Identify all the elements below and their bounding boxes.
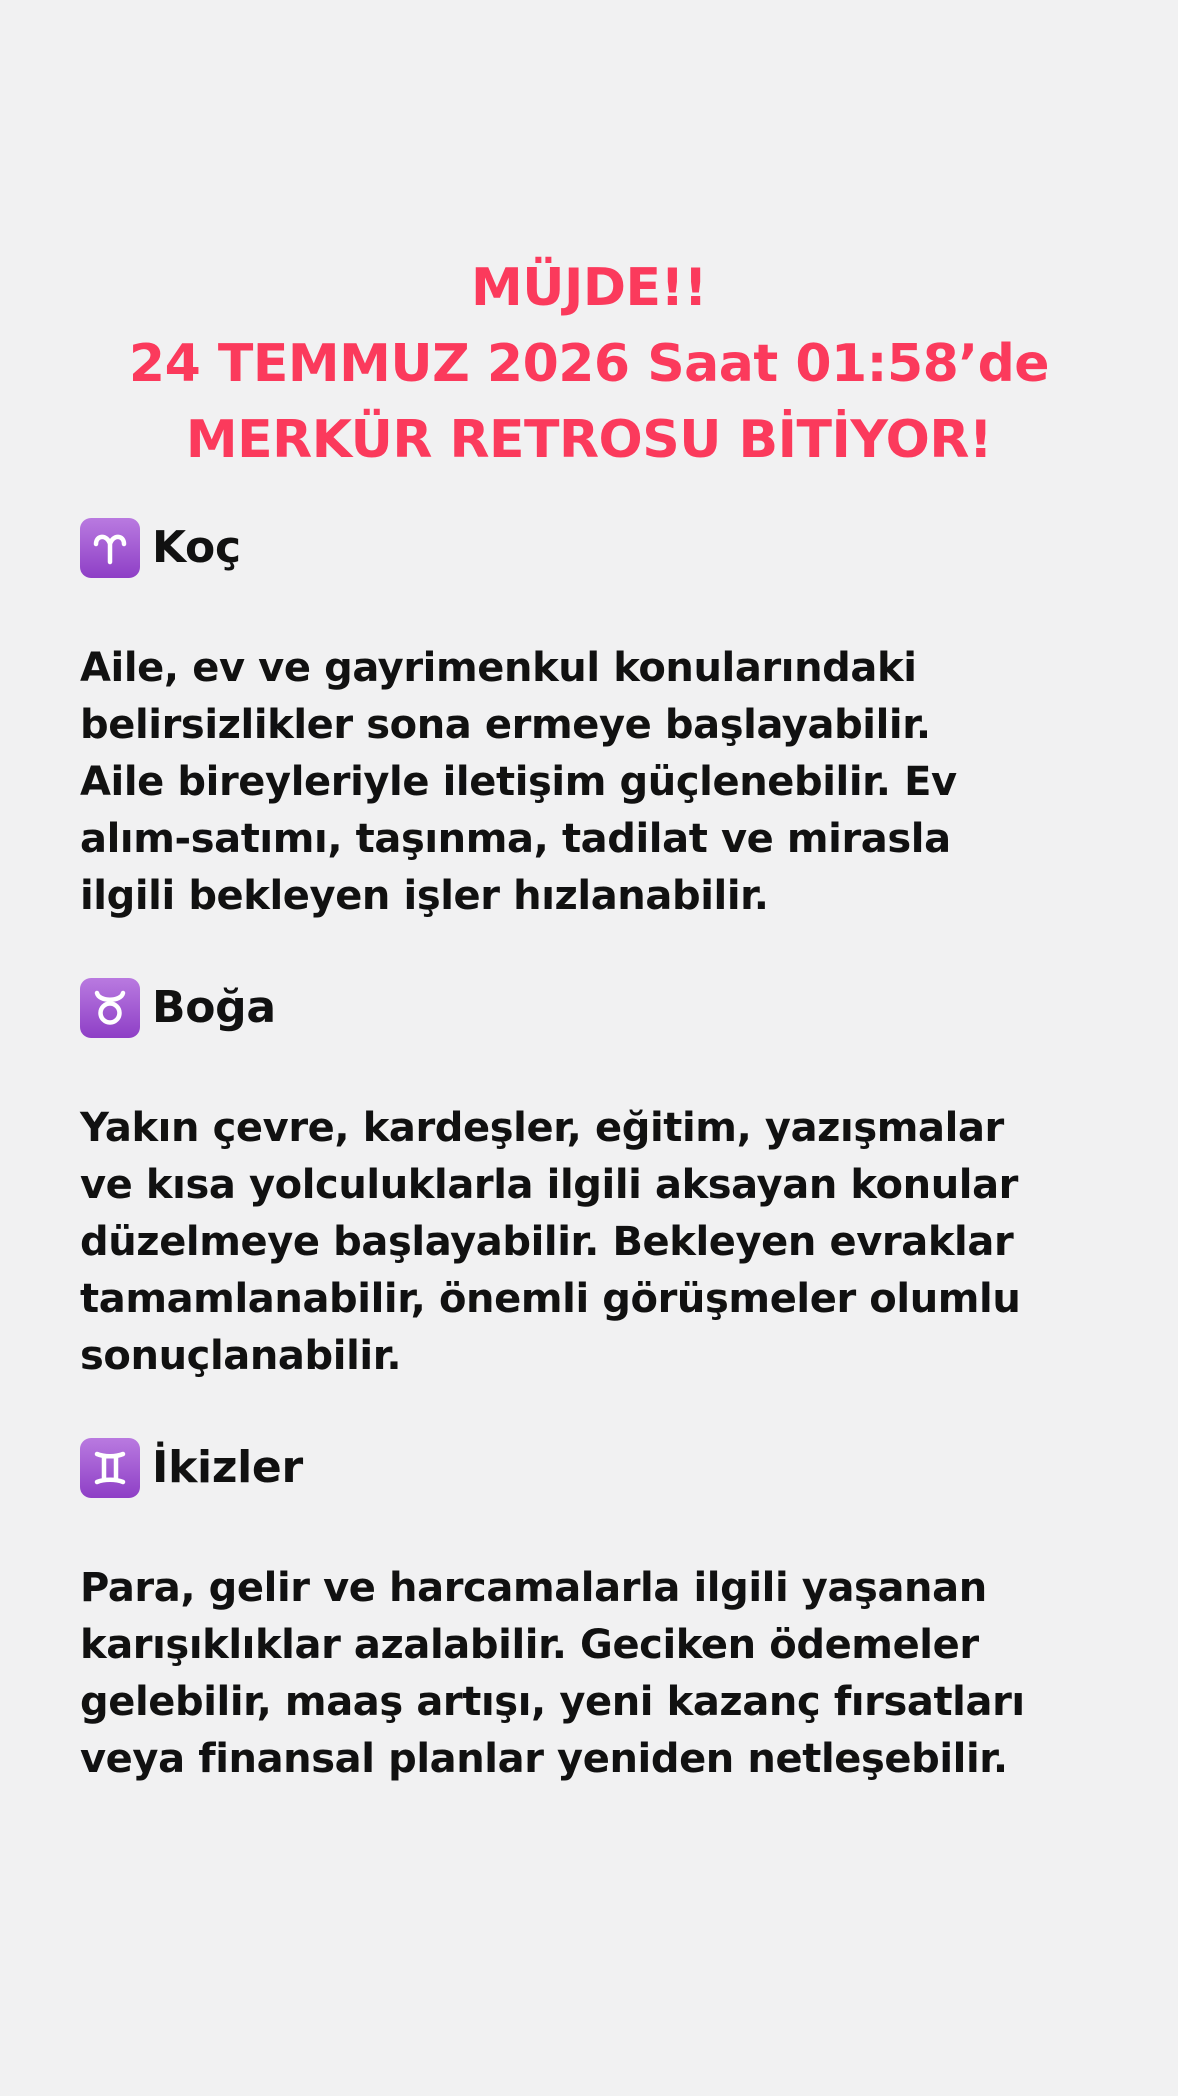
paragraph-line: Para, gelir ve harcamalarla ilgili yaşanan	[80, 1565, 987, 1611]
sign-name-ikizler: İkizler	[152, 1442, 303, 1493]
sign-heading-boga	[80, 978, 1120, 1038]
paragraph-line: tamamlanabilir, önemli görüşmeler olumlu	[80, 1276, 1021, 1322]
paragraph-line: ilgili bekleyen işler hızlanabilir.	[80, 873, 769, 919]
section-ikizler	[80, 1438, 1120, 1788]
paragraph-line: Aile bireyleriyle iletişim güçlenebilir. Ev	[80, 759, 957, 805]
sign-name-koc: Koç	[152, 522, 241, 573]
sign-name-boga: Boğa	[152, 982, 276, 1033]
aries-icon	[80, 518, 140, 578]
paragraph-line: gelebilir, maaş artışı, yeni kazanç fırsatları	[80, 1679, 1025, 1725]
headline-line-1: MÜJDE!!	[471, 258, 707, 318]
paragraph-ikizler	[80, 1560, 1120, 1788]
headline	[0, 250, 1178, 478]
paragraph-line: ve kısa yolculuklarla ilgili aksayan konular	[80, 1162, 1019, 1208]
paragraph-koc	[80, 640, 1120, 925]
paragraph-line: veya finansal planlar yeniden netleşebilir.	[80, 1736, 1008, 1782]
gemini-icon	[80, 1438, 140, 1498]
paragraph-line: sonuçlanabilir.	[80, 1333, 402, 1379]
paragraph-line: alım-satımı, taşınma, tadilat ve mirasla	[80, 816, 951, 862]
taurus-icon	[80, 978, 140, 1038]
section-boga	[80, 978, 1120, 1385]
paragraph-line: düzelmeye başlayabilir. Bekleyen evraklar	[80, 1219, 1014, 1265]
section-koc	[80, 518, 1120, 925]
headline-line-2: 24 TEMMUZ 2026 Saat 01:58’de	[128, 334, 1050, 394]
paragraph-line: belirsizlikler sona ermeye başlayabilir.	[80, 702, 931, 748]
paragraph-line: karışıklıklar azalabilir. Geciken ödemeler	[80, 1622, 979, 1668]
paragraph-line: Yakın çevre, kardeşler, eğitim, yazışmalar	[80, 1105, 1004, 1151]
paragraph-boga	[80, 1100, 1120, 1385]
paragraph-line: Aile, ev ve gayrimenkul konularındaki	[80, 645, 917, 691]
headline-line-3: MERKÜR RETROSU BİTİYOR!	[185, 410, 993, 470]
sign-heading-ikizler	[80, 1438, 1120, 1498]
sign-heading-koc	[80, 518, 1120, 578]
